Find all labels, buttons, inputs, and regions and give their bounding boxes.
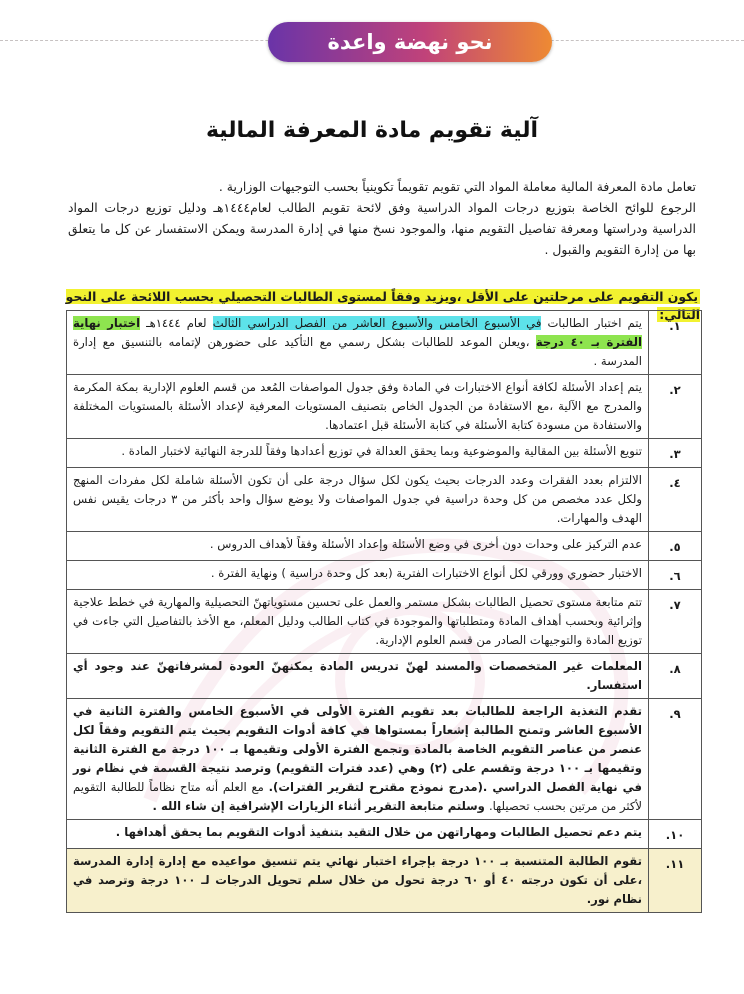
- item-number: ٤.: [649, 468, 702, 532]
- item-number: ١٠.: [649, 820, 702, 849]
- page-title: آلية تقويم مادة المعرفة المالية: [205, 118, 539, 143]
- item-text: تتم متابعة مستوى تحصيل الطالبات بشكل مستمر والعمل على تحسين مستوياتهنّ التحصيلية والمهارية في خطط علاجية وإثرائية وبحسب أهداف المادة ومتطلباتها والموجودة في كتاب الطالب ودليل المعلم، مع الأخذ بالتفاصيل التي جاءت في توزيع المادة والتوجيهات الصادر من قسم العلوم الإدارية.: [67, 590, 649, 654]
- item-number: ١١.: [649, 849, 702, 913]
- item-text-part: مع العلم أنه متاح نظاماً للطالبة التقويم لأكثر من مرتين بحسب تحصيلها.: [73, 780, 642, 813]
- item-text: تقوم الطالبة المتنسبة بـ ١٠٠ درجة بإجراء اختبار نهائي يتم تنسيق مواعيده مع إدارة إدارة المدرسة ،على أن تكون درجته ٤٠ أو ٦٠ درجة تحول من خلال سلم تحويل الدرجات لـ ١٠٠ درجة وترصد في نظام نور.: [67, 849, 649, 913]
- subheading-text: يكون التقويم على مرحلتين على الأقل ،ويزيد وفقاً لمستوى الطالبات التحصيلي بحسب اللائحة على النحو التالي:: [65, 289, 700, 322]
- intro-paragraph-2: الرجوع للوائح الخاصة بتوزيع درجات المواد الدراسية وفق لائحة تقويم الطالب لعام١٤٤٤هـ ودليل توزيع درجات المواد الدراسية ودراستها ومعرفة تفاصيل التقويم منها، والموجود نسخ منها في إدارة المدرسة ويمكن الاستفسار عن كل ما يتعلق بها من إدارة التقويم والقبول .: [68, 200, 696, 257]
- item-text-part: يتم اختبار الطالبات: [541, 316, 642, 330]
- table-row: [67, 561, 702, 590]
- item-number: ٩.: [649, 699, 702, 820]
- table-row: [67, 468, 702, 532]
- item-text: [67, 311, 649, 375]
- item-text-highlight-exam: اختبار نهاية الفترة بـ ٤٠ درجة: [73, 316, 642, 349]
- item-text: يتم إعداد الأسئلة لكافة أنواع الاختبارات في المادة وفق جدول المواصفات المُعد من قسم العلوم الإدارية بمكة المكرمة والمدرج مع الآلية ،مع الاستفادة من الجدول الخاص بتصنيف المستويات المعرفية لإعداد الأسئلة بالمستويات المختلفة والاستفادة من مسودة كتابة الأسئلة في كتابة الأسئلة قبل اعتمادها.: [67, 375, 649, 439]
- item-number: ٥.: [649, 532, 702, 561]
- item-text: يتم دعم تحصيل الطالبات ومهاراتهن من خلال التقيد بتنفيذ أدوات التقويم بما يحقق أهدافها .: [67, 820, 649, 849]
- table-row: [67, 699, 702, 820]
- item-text: عدم التركيز على وحدات دون أخرى في وضع الأسئلة وإعداد الأسئلة وفقاً لأهداف الدروس .: [67, 532, 649, 561]
- item-number: ٣.: [649, 439, 702, 468]
- item-text: الالتزام بعدد الفقرات وعدد الدرجات بحيث يكون لكل سؤال درجة على أن تكون الأسئلة شاملة لكل مفردات المنهج ولكل عدد مخصص من كل وحدة دراسية في جدول المواصفات ولا يوضع سؤال واحد بأكثر من ٣ درجات يقيس نفس الهدف والمهارات.: [67, 468, 649, 532]
- table-row: [67, 311, 702, 375]
- table-row: [67, 375, 702, 439]
- intro-paragraph-1: تعامل مادة المعرفة المالية معاملة المواد التي تقويم تقويماً تكوينياً بحسب التوجيهات الوزارية .: [218, 179, 696, 194]
- procedures-table: [66, 310, 702, 913]
- item-text-part: وسلتم متابعة التقرير أثناء الزيارات الإشرافية إن شاء الله .: [152, 799, 489, 813]
- item-number: ٢.: [649, 375, 702, 439]
- item-text-part: ،ويعلن الموعد للطالبات بشكل رسمي مع التأكيد على حضورهن لإتمامه بالتنسيق مع إدارة المدرسة .: [73, 335, 642, 368]
- slogan-banner: نحو نهضة واعدة: [268, 22, 552, 62]
- item-text: المعلمات غير المتخصصات والمسند لهنّ تدريس المادة يمكنهنّ العودة لمشرفاتهنّ عند وجود أي استفسار.: [67, 654, 649, 699]
- table-row: [67, 590, 702, 654]
- item-text: [67, 699, 649, 820]
- item-text-part: لعام ١٤٤٤هـ: [140, 316, 213, 330]
- table-row: [67, 532, 702, 561]
- item-number: ٧.: [649, 590, 702, 654]
- table-row: [67, 654, 702, 699]
- table-row: [67, 849, 702, 913]
- item-number: ٦.: [649, 561, 702, 590]
- item-number: ٨.: [649, 654, 702, 699]
- item-text-part: تقدم التغذية الراجعة للطالبات بعد تقويم الفترة الأولى في الأسبوع الخامس والفترة الثانية في الأسبوع العاشر وتمنح الطالبة إشعاراً بمستواها في كافة أدوات التقويم بحيث يتم التقويم وفقاً لكل عنصر من عناصر التقويم الخاصة بالمادة وتجمع الفترة الأولى وتقيمها بـ ١٠٠ درجة مع الفترة الثانية وتقيمها بـ ١٠٠ درجة وتقسم على (٢) وهي (عدد فترات التقويم) وترصد نتيجة القسمة في نظام نور في نهاية الفصل الدراسي .(مدرج نموذج مقترح لتقرير الفترات).: [73, 704, 642, 794]
- item-text: تنويع الأسئلة بين المقالية والموضوعية وبما يحقق العدالة في توزيع أعدادها وفقاً للدرجة النهائية لاختبار المادة .: [67, 439, 649, 468]
- table-row: [67, 820, 702, 849]
- item-text-highlight-weeks: في الأسبوع الخامس والأسبوع العاشر من الفصل الدراسي الثالث: [212, 316, 542, 330]
- intro-block: [68, 176, 696, 260]
- item-number: ١.: [649, 311, 702, 375]
- table-row: [67, 439, 702, 468]
- item-text: الاختبار حضوري وورقي لكل أنواع الاختبارات الفترية (بعد كل وحدة دراسية ) ونهاية الفترة .: [67, 561, 649, 590]
